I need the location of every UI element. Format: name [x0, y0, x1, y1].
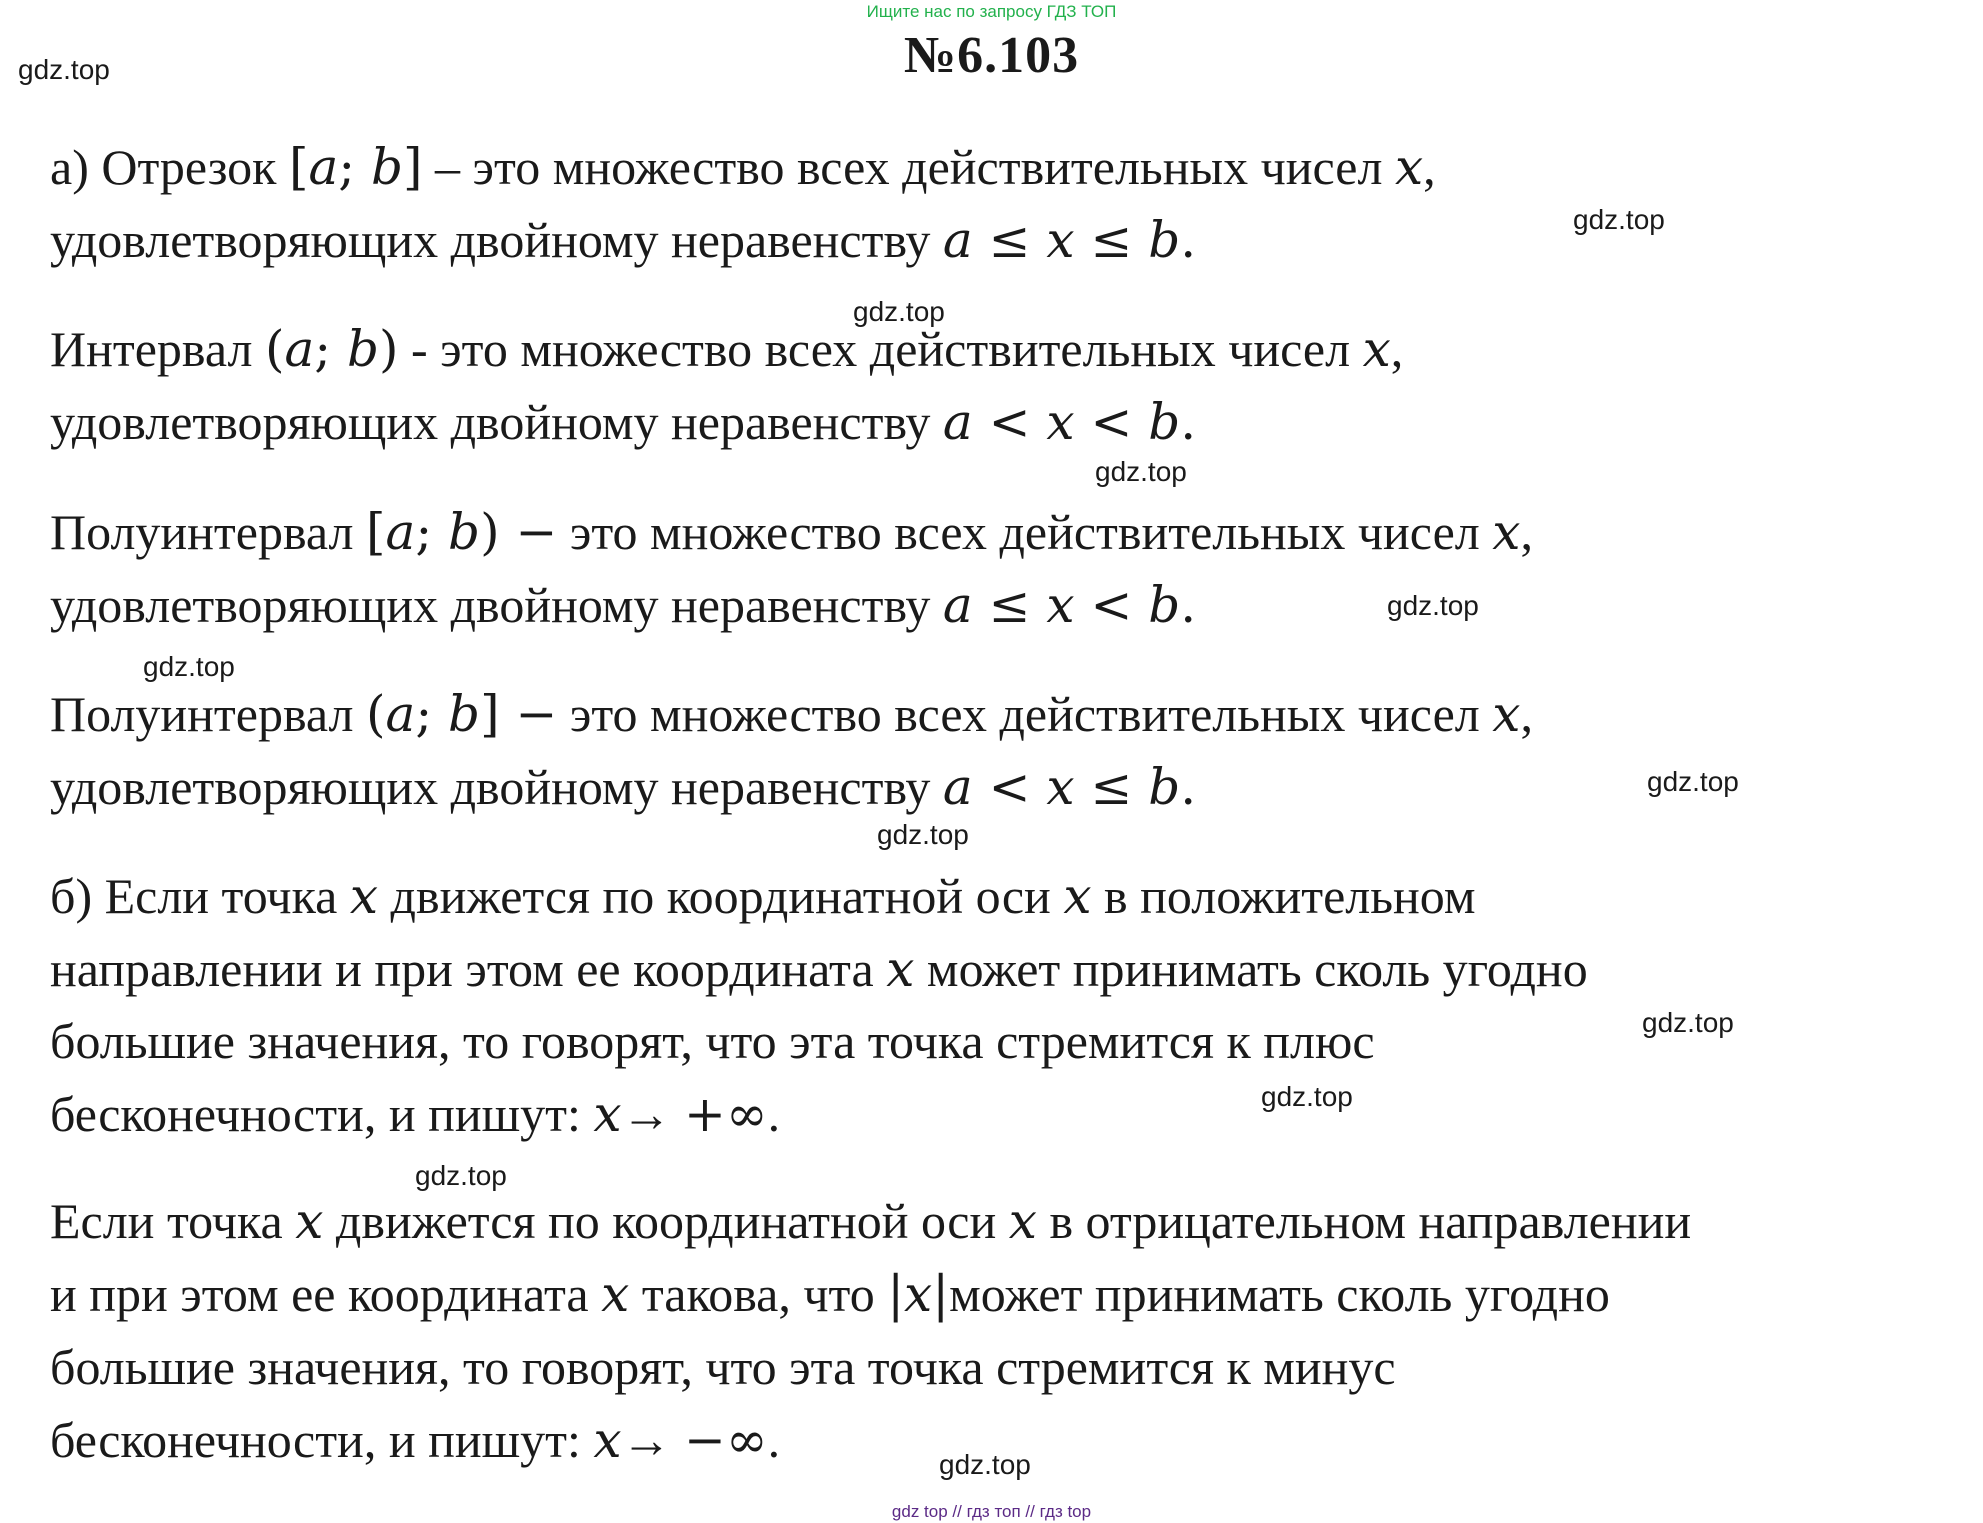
text: и при этом ее координата [50, 1266, 602, 1322]
text: удовлетворяющих двойному неравенству [50, 212, 943, 268]
watermark: gdz.top [143, 651, 235, 682]
text: большие значения, то говорят, что эта точка стремится к плюс [50, 1013, 1375, 1069]
math-variable: 𝑥 [1492, 503, 1521, 561]
watermark: gdz.top [1261, 1081, 1353, 1112]
text: может принимать сколь угодно [949, 1266, 1610, 1322]
watermark: gdz.top [1573, 204, 1665, 235]
watermark: gdz.top [18, 54, 110, 85]
text: . [767, 1412, 781, 1468]
math-variable: x [593, 1085, 622, 1143]
text: Интервал [50, 321, 265, 377]
math-infinity: −∞ [684, 1411, 768, 1469]
text-line [50, 503, 1533, 561]
math-half-interval: [𝑎; 𝑏) − [366, 503, 558, 561]
math-segment: [𝑎; 𝑏] [288, 138, 423, 196]
math-variable: x [886, 940, 915, 998]
text: в отрицательном направлении [1036, 1193, 1692, 1249]
text: . [767, 1086, 781, 1142]
watermark: gdz.top [1387, 590, 1479, 621]
math-absolute-value: |𝑥| [887, 1265, 950, 1323]
text: может принимать сколь угодно [914, 941, 1588, 997]
text-line [50, 1411, 781, 1469]
text: а) Отрезок [50, 139, 289, 195]
text-line [50, 320, 1404, 378]
problem-title: №6.103 [903, 27, 1080, 84]
math-variable: 𝑥 [1394, 138, 1424, 196]
text-line [50, 1085, 781, 1143]
text: в положительном [1091, 868, 1476, 924]
text: удовлетворяющих двойному неравенству [50, 394, 943, 450]
math-interval: (𝑎; 𝑏) [264, 320, 399, 378]
math-inequality: 𝑎 < 𝑥 < 𝑏. [942, 393, 1197, 451]
text: удовлетворяющих двойному неравенству [50, 577, 943, 633]
watermark: gdz.top [1647, 766, 1739, 797]
watermark: gdz.top [877, 819, 969, 850]
text-line [50, 1192, 1692, 1250]
text: , [1390, 321, 1404, 377]
text: – это множество всех действительных чисел [422, 139, 1395, 195]
text: бесконечности, и пишут: [50, 1086, 594, 1142]
watermark: gdz.top [415, 1160, 507, 1191]
math-variable: x [349, 867, 379, 925]
watermark: gdz.top [853, 296, 945, 327]
text: это множество всех действительных чисел [557, 686, 1493, 742]
math-inequality: 𝑎 ≤ 𝑥 ≤ 𝑏. [942, 211, 1197, 269]
math-variable: x [593, 1411, 622, 1469]
arrow: → [621, 1412, 685, 1468]
math-variable: 𝑥 [1362, 320, 1391, 378]
watermark: gdz.top [1642, 1007, 1734, 1038]
text-line [50, 685, 1533, 743]
text: это множество всех действительных чисел [557, 504, 1493, 560]
text-line [50, 1339, 1396, 1395]
text: бесконечности, и пишут: [50, 1412, 594, 1468]
text-line [50, 1013, 1375, 1069]
math-inequality: 𝑎 < 𝑥 ≤ 𝑏. [942, 758, 1197, 816]
arrow: → [621, 1086, 685, 1142]
text: движется по координатной оси [378, 868, 1064, 924]
text: - это множество всех действительных чисел [398, 321, 1363, 377]
text-line [50, 138, 1436, 196]
text: , [1520, 686, 1533, 742]
text: такова, что [629, 1266, 888, 1322]
math-variable: 𝑥 [1492, 685, 1521, 743]
math-infinity: +∞ [684, 1085, 768, 1143]
text-line [50, 758, 1197, 816]
math-variable: x [1008, 1192, 1037, 1250]
math-inequality: 𝑎 ≤ 𝑥 < 𝑏. [942, 576, 1197, 634]
math-variable: x [1063, 867, 1092, 925]
watermark: gdz.top [1095, 456, 1187, 487]
text-line [50, 576, 1197, 634]
math-half-interval: (𝑎; 𝑏] − [366, 685, 558, 743]
text: Полуинтервал [50, 686, 366, 742]
text-line [50, 211, 1197, 269]
text: Полуинтервал [50, 504, 366, 560]
watermark: gdz.top [939, 1449, 1031, 1480]
text: , [1520, 504, 1533, 560]
text-line [50, 867, 1476, 925]
text-line [50, 940, 1588, 998]
footer-links: gdz top // гдз топ // гдз top [891, 1502, 1092, 1521]
search-banner: Ищите нас по запросу ГДЗ ТОП [866, 2, 1117, 21]
text: большие значения, то говорят, что эта точка стремится к минус [50, 1339, 1396, 1395]
text: б) Если точка [50, 868, 350, 924]
text-line [50, 393, 1197, 451]
text: удовлетворяющих двойному неравенству [50, 759, 943, 815]
math-variable: x [295, 1192, 324, 1250]
text: , [1423, 139, 1436, 195]
math-variable: x [601, 1265, 630, 1323]
text: направлении и при этом ее координата [50, 941, 887, 997]
text: движется по координатной оси [323, 1193, 1009, 1249]
text-line [50, 1265, 1610, 1323]
text: Если точка [50, 1193, 296, 1249]
